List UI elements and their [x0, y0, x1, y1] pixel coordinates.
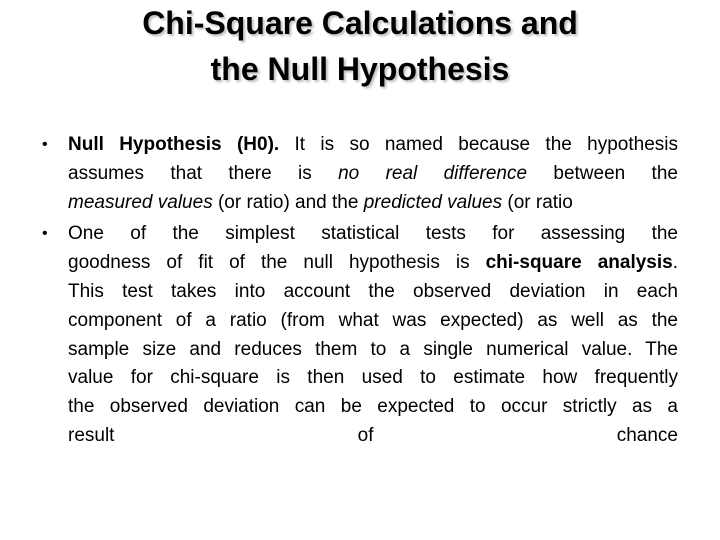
bullet-item [42, 131, 679, 217]
text-run: (or ratio) and the [212, 191, 364, 213]
text-run: value for chi-square is then used to estimate how frequently [68, 367, 678, 389]
title-line-1: Chi-Square Calculations and [142, 5, 578, 41]
italic-term: no real difference [338, 162, 528, 184]
bullet-text-line [68, 422, 678, 451]
bullet-text-line [68, 160, 678, 189]
text-run: This test takes into account the observed deviation in each [68, 280, 678, 302]
bullet-text-line [68, 336, 678, 365]
bold-term: Null Hypothesis (H0). [68, 134, 280, 155]
text-run: the observed deviation can be expected to occur strictly as a [68, 396, 678, 418]
text-run: It is so named because the hypothesis [279, 134, 679, 155]
bullet-text-line [68, 249, 678, 278]
slide-title [40, 0, 680, 92]
text-run: result of chance [68, 424, 678, 446]
text-run: goodness of fit of the null hypothesis is [68, 252, 486, 274]
bullet-text-line [68, 307, 678, 336]
bullet-text-line [68, 278, 678, 307]
bullet-text-line [68, 364, 678, 393]
bold-term: chi-square analysis [485, 252, 673, 274]
italic-term: measured values [68, 191, 213, 213]
text-run: (or ratio [502, 191, 573, 213]
italic-term: predicted values [363, 191, 503, 213]
text-run: component of a ratio (from what was expected) as well as the [68, 309, 678, 331]
bullet-item [42, 220, 678, 450]
bullet-text-line [68, 220, 678, 249]
bullet-text-line [68, 189, 678, 218]
bullet-icon: • [42, 225, 48, 243]
title-line-2: the Null Hypothesis [210, 51, 510, 87]
text-run: One of the simplest statistical tests for assessing the [68, 223, 678, 245]
bullet-list [42, 131, 679, 451]
bullet-icon: • [42, 136, 48, 153]
bullet-text-line [68, 131, 678, 160]
text-run: assumes that there is [68, 162, 339, 184]
bullet-text-line [68, 393, 678, 422]
text-run: sample size and reduces them to a single numerical value. The [68, 338, 678, 360]
text-run: . [672, 252, 678, 274]
text-run: between the [527, 162, 678, 184]
